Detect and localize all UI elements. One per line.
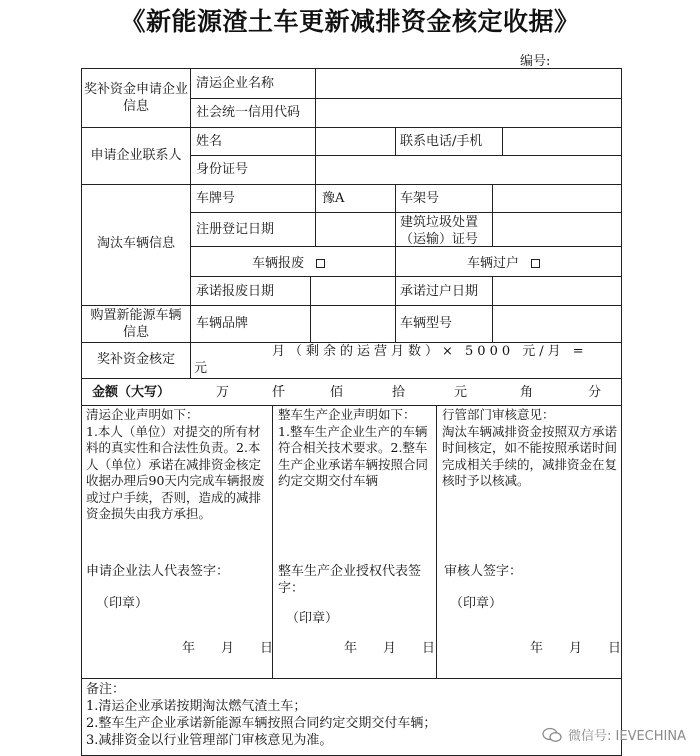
company-sign-label: 申请企业法人代表签字： bbox=[86, 564, 230, 579]
brand-label: 车辆品牌 bbox=[196, 316, 249, 331]
authority-date: 年 月 日 bbox=[530, 641, 622, 656]
scrap-label: 车辆报废 bbox=[252, 256, 305, 271]
promise-scrap-date-label: 承诺报废日期 bbox=[196, 284, 275, 299]
registration-date-label: 注册登记日期 bbox=[196, 222, 275, 237]
authority-seal: （印章） bbox=[450, 596, 503, 611]
unit-jiao: 角 bbox=[520, 385, 534, 400]
plate-value: 豫A bbox=[322, 191, 345, 206]
transfer-checkbox[interactable] bbox=[531, 259, 540, 268]
maker-declaration bbox=[278, 407, 432, 490]
name-label: 姓名 bbox=[196, 134, 223, 149]
retired-vehicle-label: 淘汰车辆信息 bbox=[96, 236, 175, 251]
unit-yuan: 元 bbox=[454, 385, 468, 400]
receipt-form bbox=[81, 68, 622, 756]
serial-number-label: 编号: bbox=[520, 54, 551, 69]
id-number-label: 身份证号 bbox=[196, 162, 249, 177]
scrap-option[interactable] bbox=[252, 255, 325, 272]
wechat-icon bbox=[542, 727, 562, 743]
authority-opinion bbox=[442, 407, 618, 490]
contact-label: 申请企业联系人 bbox=[90, 148, 182, 163]
model-label: 车辆型号 bbox=[400, 316, 453, 331]
formula-text: 月（剩余的运营月数）× 5000 元/月 = bbox=[272, 344, 588, 359]
maker-seal: （印章） bbox=[286, 611, 339, 626]
plate-label: 车牌号 bbox=[196, 191, 236, 206]
note-item: 3.减排资金以行业管理部门审核意见为准。 bbox=[86, 733, 333, 748]
maker-sign-label: 整车生产企业授权代表签字： bbox=[278, 564, 422, 596]
authority-opinion-body: 淘汰车辆减排资金按照双方承诺时间核定，如不能按照承诺时间完成相关手续的，减排资金在复核时予以核减。 bbox=[442, 423, 618, 488]
frame-number-label: 车架号 bbox=[400, 191, 440, 206]
maker-declaration-heading: 整车生产企业声明如下： bbox=[278, 407, 416, 422]
maker-date: 年 月 日 bbox=[344, 641, 436, 656]
wechat-watermark bbox=[542, 725, 686, 744]
unit-wan: 万 bbox=[216, 385, 230, 400]
applicant-info-label: 奖补资金申请企业信息 bbox=[83, 82, 188, 114]
company-seal: （印章） bbox=[96, 596, 149, 611]
unit-shi: 拾 bbox=[392, 385, 406, 400]
unit-bai: 佰 bbox=[330, 385, 344, 400]
waste-certificate-label: 建筑垃圾处置（运输）证号 bbox=[400, 215, 479, 247]
promise-transfer-date-label: 承诺过户日期 bbox=[400, 284, 479, 299]
unit-qian: 仟 bbox=[272, 385, 286, 400]
subsidy-label: 奖补资金核定 bbox=[96, 352, 175, 367]
watermark-text: 微信号: IEVECHINA bbox=[568, 729, 686, 744]
maker-declaration-body: 1.整车生产企业生产的车辆符合相关技术要求。2.整车生产企业承诺车辆按照合同约定交期交付车辆 bbox=[278, 423, 429, 488]
amount-label: 金额（大写） bbox=[92, 385, 171, 400]
company-declaration-heading: 清运企业声明如下： bbox=[86, 407, 199, 422]
unit-fen: 分 bbox=[588, 385, 602, 400]
note-item: 1.清运企业承诺按期淘汰燃气渣土车； bbox=[86, 699, 307, 714]
transfer-label: 车辆过户 bbox=[467, 256, 520, 271]
transfer-option[interactable] bbox=[467, 255, 540, 272]
page-title: 《新能源渣土车更新减排资金核定收据》 bbox=[120, 7, 580, 36]
company-declaration bbox=[86, 407, 268, 523]
scrap-checkbox[interactable] bbox=[316, 259, 325, 268]
new-vehicle-label: 购置新能源车辆信息 bbox=[90, 308, 182, 340]
notes-heading: 备注： bbox=[86, 682, 126, 697]
company-declaration-body: 1.本人（单位）对提交的所有材料的真实性和合法性负责。2.本人（单位）承诺在减排资金核定收据办理后90天内完成车辆报废或过户手续，否则，造成的减排资金损失由我方承担。 bbox=[86, 423, 265, 521]
company-name-label: 清运企业名称 bbox=[196, 76, 275, 91]
phone-label: 联系电话/手机 bbox=[400, 134, 483, 149]
note-item: 2.整车生产企业承诺新能源车辆按照合同约定交期交付车辆； bbox=[86, 716, 437, 731]
authority-sign-label: 审核人签字： bbox=[444, 564, 523, 579]
company-date: 年 月 日 bbox=[182, 641, 274, 656]
authority-opinion-heading: 行管部门审核意见： bbox=[442, 407, 555, 422]
credit-code-label: 社会统一信用代码 bbox=[196, 105, 301, 120]
formula-unit: 元 bbox=[194, 361, 208, 376]
